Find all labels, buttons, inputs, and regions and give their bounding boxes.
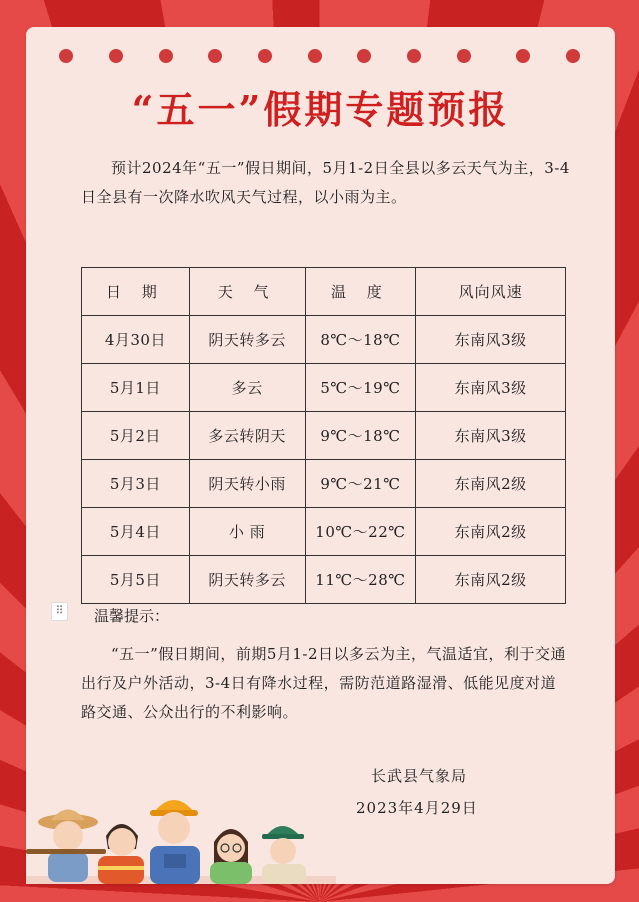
page-title: “五一”假期专题预报 [131, 87, 510, 132]
cell-date: 4月30日 [82, 316, 190, 364]
col-date: 日 期 [82, 268, 190, 316]
tip-label: 温馨提示： [94, 607, 170, 625]
girl-figure [210, 829, 252, 884]
worker-figure [150, 800, 200, 884]
table-row [82, 556, 566, 604]
cell-date: 5月2日 [82, 412, 190, 460]
cell-weather: 阴天转多云 [189, 316, 305, 364]
table-row [82, 412, 566, 460]
cell-weather: 阴天转小雨 [189, 460, 305, 508]
signature-org: 长武县气象局 [371, 767, 468, 785]
cell-wind: 东南风2级 [416, 508, 566, 556]
cell-wind: 东南风3级 [416, 412, 566, 460]
cell-date: 5月3日 [82, 460, 190, 508]
cell-date: 5月4日 [82, 508, 190, 556]
cell-weather: 多云 [189, 364, 305, 412]
cell-temp: 9℃～18℃ [305, 412, 416, 460]
cell-wind: 东南风2级 [416, 556, 566, 604]
cell-temp: 11℃～28℃ [305, 556, 416, 604]
cell-wind: 东南风2级 [416, 460, 566, 508]
table-header-row [82, 268, 566, 316]
notice-paper [26, 27, 615, 884]
cell-temp: 9℃～21℃ [305, 460, 416, 508]
col-temp: 温 度 [305, 268, 416, 316]
table-row [82, 460, 566, 508]
cell-weather: 小 雨 [189, 508, 305, 556]
table-row [82, 316, 566, 364]
cell-date: 5月5日 [82, 556, 190, 604]
binder-dots [26, 49, 615, 63]
signature-date: 2023年4月29日 [356, 799, 478, 817]
cell-wind: 东南风3级 [416, 316, 566, 364]
cell-weather: 阴天转多云 [189, 556, 305, 604]
forecast-table [81, 267, 566, 604]
table-row [82, 508, 566, 556]
cell-date: 5月1日 [82, 364, 190, 412]
col-weather: 天 气 [189, 268, 305, 316]
boy-figure [262, 826, 306, 884]
col-wind: 风向风速 [416, 268, 566, 316]
farmer-figure [26, 810, 106, 883]
firefighter-figure [98, 824, 144, 884]
tip-paragraph: “五一”假日期间，前期5月1-2日以多云为主，气温适宜，利于交通出行及户外活动，3-4日有降水过程，需防范道路湿滑、低能见度对道路交通、公众出行的不利影响。 [81, 645, 567, 721]
cell-temp: 8℃～18℃ [305, 316, 416, 364]
cell-temp: 5℃～19℃ [305, 364, 416, 412]
cell-temp: 10℃～22℃ [305, 508, 416, 556]
drag-handle-icon[interactable]: ⠿ [51, 602, 68, 621]
cell-weather: 多云转阴天 [189, 412, 305, 460]
table-row [82, 364, 566, 412]
intro-paragraph: 预计2024年“五一”假日期间，5月1-2日全县以多云天气为主，3-4日全县有一次降水吹风天气过程，以小雨为主。 [81, 159, 570, 206]
cell-wind: 东南风3级 [416, 364, 566, 412]
workers-illustration-icon [26, 754, 336, 884]
